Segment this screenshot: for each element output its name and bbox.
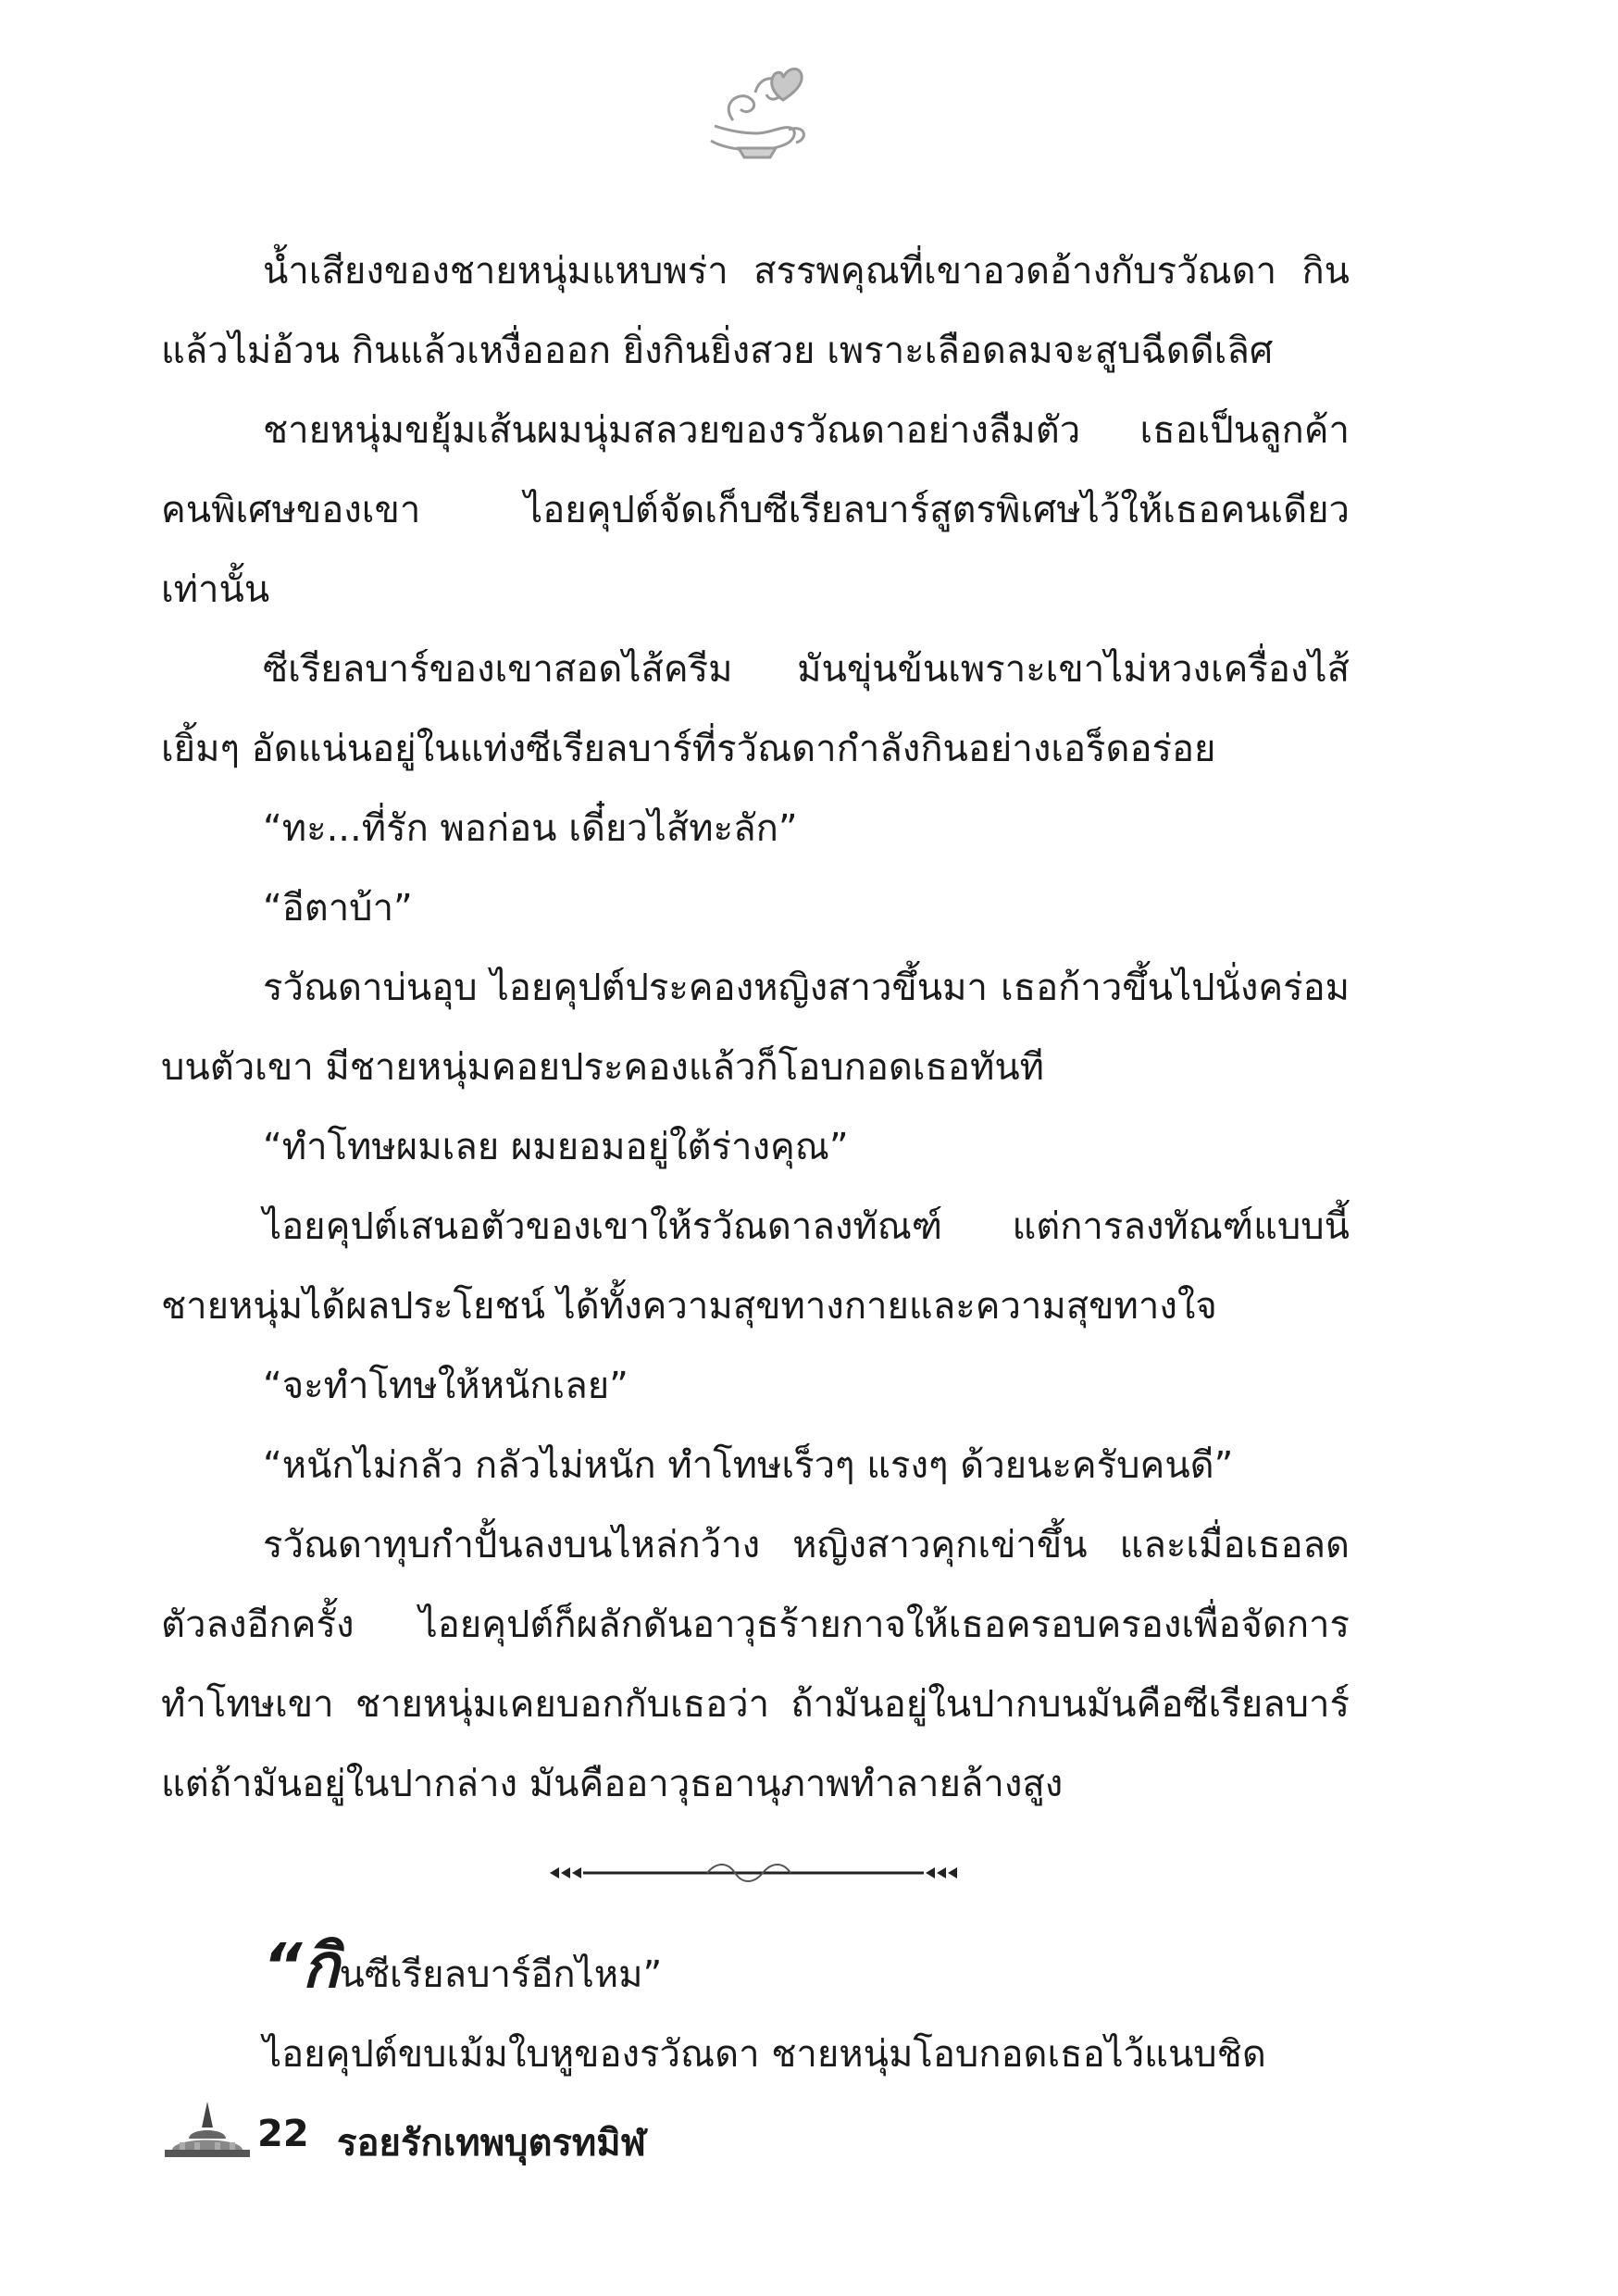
lamp-ornament-icon xyxy=(692,56,822,167)
dialogue-line: “ทำโทษผมเลย ผมยอมอยู่ใต้ร่างคุณ” xyxy=(263,1126,849,1168)
dialogue-line: “ทะ...ที่รัก พอก่อน เดี๋ยวไส้ทะลัก” xyxy=(263,807,798,850)
temple-icon xyxy=(161,2100,254,2157)
dialogue-line: “อีตาบ้า” xyxy=(263,887,413,930)
paragraph: ซีเรียลบาร์ของเขาสอดไส้ครีม มันขุ่นข้นเพราะเขาไม่หวงเครื่องไส้เยิ้มๆ อัดแน่นอยู่ในแท่งซีเรียลบาร์ที่รวัณดากำลังกินอย่างเอร็ดอร่อย xyxy=(161,648,1350,770)
paragraph: ชายหนุ่มขยุ้มเส้นผมนุ่มสลวยของรวัณดาอย่างลืมตัว เธอเป็นลูกค้าคนพิเศษของเขา ไอยคุปต์จัดเก็บซีเรียลบาร์สูตรพิเศษไว้ให้เธอคนเดียวเท่านั้น xyxy=(161,409,1350,611)
section-divider xyxy=(161,1824,1350,1935)
dialogue-line: “หนักไม่กลัว กลัวไม่หนัก ทำโทษเร็วๆ แรงๆ ด้วยนะครับคนดี” xyxy=(263,1444,1234,1487)
paragraph: รวัณดาทุบกำปั้นลงบนไหล่กว้าง หญิงสาวคุกเข่าขึ้น และเมื่อเธอลดตัวลงอีกครั้ง ไอยคุปต์ก็ผลักดันอาวุธร้ายกาจให้เธอครอบครองเพื่อจัดการทำโทษเขา ชายหนุ่มเคยบอกกับเธอว่า ถ้ามันอยู่ในปากบนมันคือซีเรียลบาร์ แต่ถ้ามันอยู่ในปากล่าง มันคืออาวุธอานุภาพทำลายล้างสูง xyxy=(161,1524,1350,1805)
opening-line-text: นซีเรียลบาร์อีกไหม” xyxy=(339,1953,663,1996)
paragraph: น้ำเสียงของชายหนุ่มแหบพร่า สรรพคุณที่เขาอวดอ้างกับรวัณดา กินแล้วไม่อ้วน กินแล้วเหงื่อออก ยิ่งกินยิ่งสวย เพราะเลือดลมจะสูบฉีดดีเลิศ xyxy=(161,250,1350,372)
drop-cap: “กิ xyxy=(263,1930,340,2002)
flourish-divider-icon xyxy=(550,1859,957,1887)
dialogue-line: “จะทำโทษให้หนักเลย” xyxy=(263,1365,629,1407)
book-title: รอยรักเทพบุตรทมิฬ xyxy=(337,2122,646,2165)
paragraph: รวัณดาบ่นอุบ ไอยคุปต์ประคองหญิงสาวขึ้นมา เธอก้าวขึ้นไปนั่งคร่อมบนตัวเขา มีชายหนุ่มคอยประคองแล้วก็โอบกอดเธอทันที xyxy=(161,967,1350,1089)
paragraph: ไอยคุปต์ขบเม้มใบหูของรวัณดา ชายหนุ่มโอบกอดเธอไว้แนบชิด xyxy=(263,2033,1266,2076)
paragraph: ไอยคุปต์เสนอตัวของเขาให้รวัณดาลงทัณฑ์ แต่การลงทัณฑ์แบบนี้ ชายหนุ่มได้ผลประโยชน์ ได้ทั้งความสุขทางกายและความสุขทางใจ xyxy=(161,1205,1350,1328)
chapter-opening-line xyxy=(161,1930,1350,2015)
page-number: 22 xyxy=(257,2113,309,2155)
body-text xyxy=(161,231,1350,2094)
